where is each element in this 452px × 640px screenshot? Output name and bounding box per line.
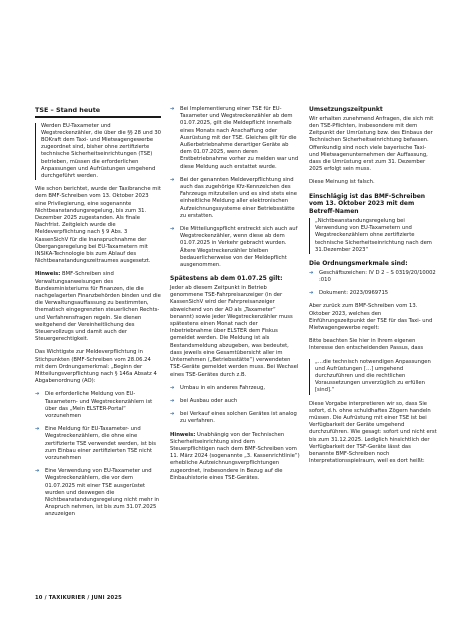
paragraph: Wir erhalten zunehmend Anfragen, die sich mit den TSE-Pflichten, insbesondere mit dem Zeitpunkt der Umrüstung bzw. des Einbaus der Technischen Sicherheitseinrichtung befassen. Offenkundig sind noch viele bayerische Taxi- und Mietwagenunternehmen der Auffassung, dass die Umrüstung erst zum 31. Dezember 2025 erfolgt sein muss.	[309, 115, 434, 173]
paragraph: Diese Vorgabe interpretieren wir so, dass Sie sofort, d.h. ohne schuldhaftes Zögern handeln müssen. Die Aufrüstung mit einer TSE ist bei Verfügbarkeit der Geräte umgehend durchzuführen. Wie gesagt: sofort und nicht erst bis zum 31.12.2025. Lediglich hinsichtlich der Verfügbarkeit der TSF-Geräte lässt das benannte BMF-Schreiben noch Interpretationsspielraum, weil es dort heißt:	[309, 400, 437, 465]
paragraph: Aber zurück zum BMF-Schreiben vom 13. Oktober 2023, welches den Einführungszeitpunkt der TSE für das Taxi- und Mietwagengewerbe regelt:	[309, 303, 433, 332]
arrow-right-icon: ➔	[170, 226, 175, 233]
list-item: ➔ Eine Verwendung von EU-Taxameter und Wegstreckenzählern, die vor dem 01.07.2025 mit einer TSE ausgerüstet wurden und deswegen die Nichtbeanstandungsregelung nicht mehr in Anspruch nehmen, ist bis zum 31.07.2025 anzuzeigen	[35, 468, 160, 518]
list-item: ➔ Bei der genannten Meldeverpflichtung sind auch das zugehörige Kfz-Kennzeichen des Fahrzeugs mitzuteilen und es sind stets eine einheitliche Meldung aller elektronischen Aufzeichnungssysteme einer Betriebsstätte zu erstatten.	[170, 176, 297, 219]
list-item: ➔ Dokument: 2023/0969715	[309, 290, 389, 297]
list-item: ➔ Eine Meldung für EU-Taxameter- und Wegstreckenzählern, die ohne eine zertifizierte TSE verwendet werden, ist bis zum Einbau einer zertifizierten TSE nicht vorzunehmen	[35, 426, 156, 462]
sub-heading: Spätestens ab dem 01.07.25 gilt:	[170, 275, 283, 283]
arrow-right-icon: ➔	[170, 397, 175, 404]
arrow-right-icon: ➔	[170, 384, 175, 391]
column-3	[309, 106, 437, 472]
arrow-right-icon: ➔	[170, 106, 175, 112]
sub-heading: Die Ordnungsmerkmale sind:	[309, 260, 408, 268]
hint-label: Hinweis:	[170, 431, 196, 438]
arrow-right-icon: ➔	[309, 290, 314, 297]
heading-rule	[35, 116, 161, 118]
hint-paragraph	[170, 432, 300, 482]
hint-label: Hinweis:	[35, 271, 61, 278]
hint-text: BMF-Schreiben sind Verwaltungsanweisungen des Bundesministeriums für Finanzen, die die nachgelagerten Finanzbehörden binden und die die Verwaltungsauffassung zu bestimmten, thematisch eingegrenzten steuerlichen Rechts- und Verfahrensfragen regeln. Sie dienen weitgehend der Vereinheitlichung des Steuervollzugs und damit auch der Steuergerechtigkeit.	[35, 271, 161, 343]
hint-paragraph	[35, 271, 161, 343]
arrow-right-icon: ➔	[35, 426, 40, 433]
arrow-right-icon: ➔	[170, 176, 175, 183]
list-item: ➔ Bei Implementierung einer TSE für EU-Taxameter und Wegstreckenzähler ab dem 01.07.2025, gilt die Meldepflicht innerhalb eines Monats nach Anschaffung oder Ausrüstung mit der TSE. Gleiches gilt für die Außerbetriebnahme derartiger Geräte ab dem 01.07.2025, wenn deren Erstbetriebnahme vorher zu melden war und diese Meldung auch erstattet wurde.	[170, 106, 299, 170]
section-heading-tse: TSE – Stand heute	[35, 106, 101, 114]
quote-block: „Nichtbeanstandungsregelung bei Verwendung von EU-Taxametern und Wegstreckenzählern ohne zertifizierte technische Sicherheitseinrichtung nach dem 31.Dezember 2023“	[309, 218, 437, 254]
hint-text: Unabhängig von der Technischen Sicherheitseinrichtung sind dem Steuerpflichtigen nach dem BMF-Schreiben vom 11. März 2024 (sogenannte „3. Kassenrichtlinie“) erhebliche Aufzeichnungsverpflichtungen zugeordnet, insbesondere in Bezug auf die Einbauhistorie eines TSE-Gerätes.	[170, 431, 300, 481]
paragraph: Diese Meinung ist falsch.	[309, 179, 375, 186]
list-item: ➔ bei Ausbau oder auch	[170, 397, 238, 404]
list-item: ➔ bei Verkauf eines solchen Gerätes ist analog zu verfahren.	[170, 411, 297, 425]
section-heading-umsetzung: Umsetzungszeitpunkt	[309, 106, 383, 113]
arrow-right-icon: ➔	[35, 468, 40, 475]
sub-heading: Einschlägig ist das BMF-Schreiben vom 13. Oktober 2023 mit dem Betreff-Namen	[309, 192, 426, 216]
column-2	[170, 106, 300, 488]
arrow-right-icon: ➔	[309, 269, 314, 276]
paragraph: Jeder ab diesem Zeitpunkt in Betrieb genommene TSE-Fahrpreisanzeiger (in der KassenSichV wird der Fahrpreisanzeiger abweichend von der AO als „Taxameter“ benannt) sowie jeder Wegstreckenzähler muss spätestens einen Monat nach der Inbetriebnahme über ELSTER dem Fiskus gemeldet werden. Die Meldung ist als Bestandsmeldung abzugeben, was bedeutet, dass jeweils eine Gesamtübersicht aller im Unternehmen („Betriebsstätte“) verwendeten TSE-Geräte gemeldet werden muss. Bei Wechsel eines TSE-Gerätes durch z.B.	[170, 285, 299, 378]
page-footer: 10 / TAXIKURIER / JUNI 2025	[35, 595, 122, 601]
paragraph: Wie schon berichtet, wurde der Taxibranche mit dem BMF-Schreiben vom 13. Oktober 2023 eine Privilegierung, eine sogenannte Nichtbeanstandungsregelung, bis zum 31. Dezember 2025 zugestanden. Als finale Nachfrist. Zeitgleich wurde die Meldeverpflichtung nach § 9 Abs. 3 KassenSichV für die Inanspruchnahme der Übergangsregelung bei EU-Taxametern mit INSIKA-Technologie bis zum Ablauf des Nichtbeanstandungszeitraumes ausgesetzt.	[35, 186, 161, 265]
list-item: ➔ Geschäftszeichen: IV D 2 – S 0319/20/10002 :010	[309, 269, 436, 284]
arrow-right-icon: ➔	[170, 411, 175, 418]
paragraph: Bitte beachten Sie hier in Ihrem eigenen Interesse den entscheidenden Passus, dass	[309, 338, 424, 352]
list-item: ➔ Umbau in ein anderes Fahrzeug,	[170, 384, 265, 391]
paragraph: Das Wichtigste zur Meldeverpflichtung in Stichpunkten (BMF-Schreiben vom 28.06.24 mit dem Ordnungsmerkmal: „Beginn der Mitteilungsverpflichtung nach § 146a Absatz 4 Abgabenordnung (AO):	[35, 349, 157, 385]
list-item: ➔ Die Mitteilungspflicht erstreckt sich auch auf Wegstreckenzähler, wenn diese ab dem 01.07.2025 in Verkehr gebracht wurden. Ältere Wegstreckenzähler bleiben bedauerlicherweise von der Meldepflicht ausgenommen.	[170, 226, 298, 269]
list-item: ➔ Die erforderliche Meldung von EU-Taxametern- und Wegstreckenzählern ist über das „Mein ELSTER-Portal“ vorzunehmen	[35, 391, 153, 420]
intro-box: Werden EU-Taxameter und Wegstreckenzähler, die über die §§ 28 und 30 BOKraft dem Taxi- und Mietwagengewerbe zugeordnet sind, bisher ohne zertifizierte technische Sicherheitseinrichtungen (TSE) betrieben, müssen die erforderlichen Anpassungen und Aufrüstungen umgehend durchgeführt werden.	[35, 123, 161, 181]
column-1	[35, 106, 161, 525]
arrow-right-icon: ➔	[35, 391, 40, 398]
quote-block: „…die technisch notwendigen Anpassungen und Aufrüstungen […] umgehend durchzuführen und die rechtlichen Voraussetzungen unverzüglich zu erfüllen [sind].“	[309, 359, 437, 395]
